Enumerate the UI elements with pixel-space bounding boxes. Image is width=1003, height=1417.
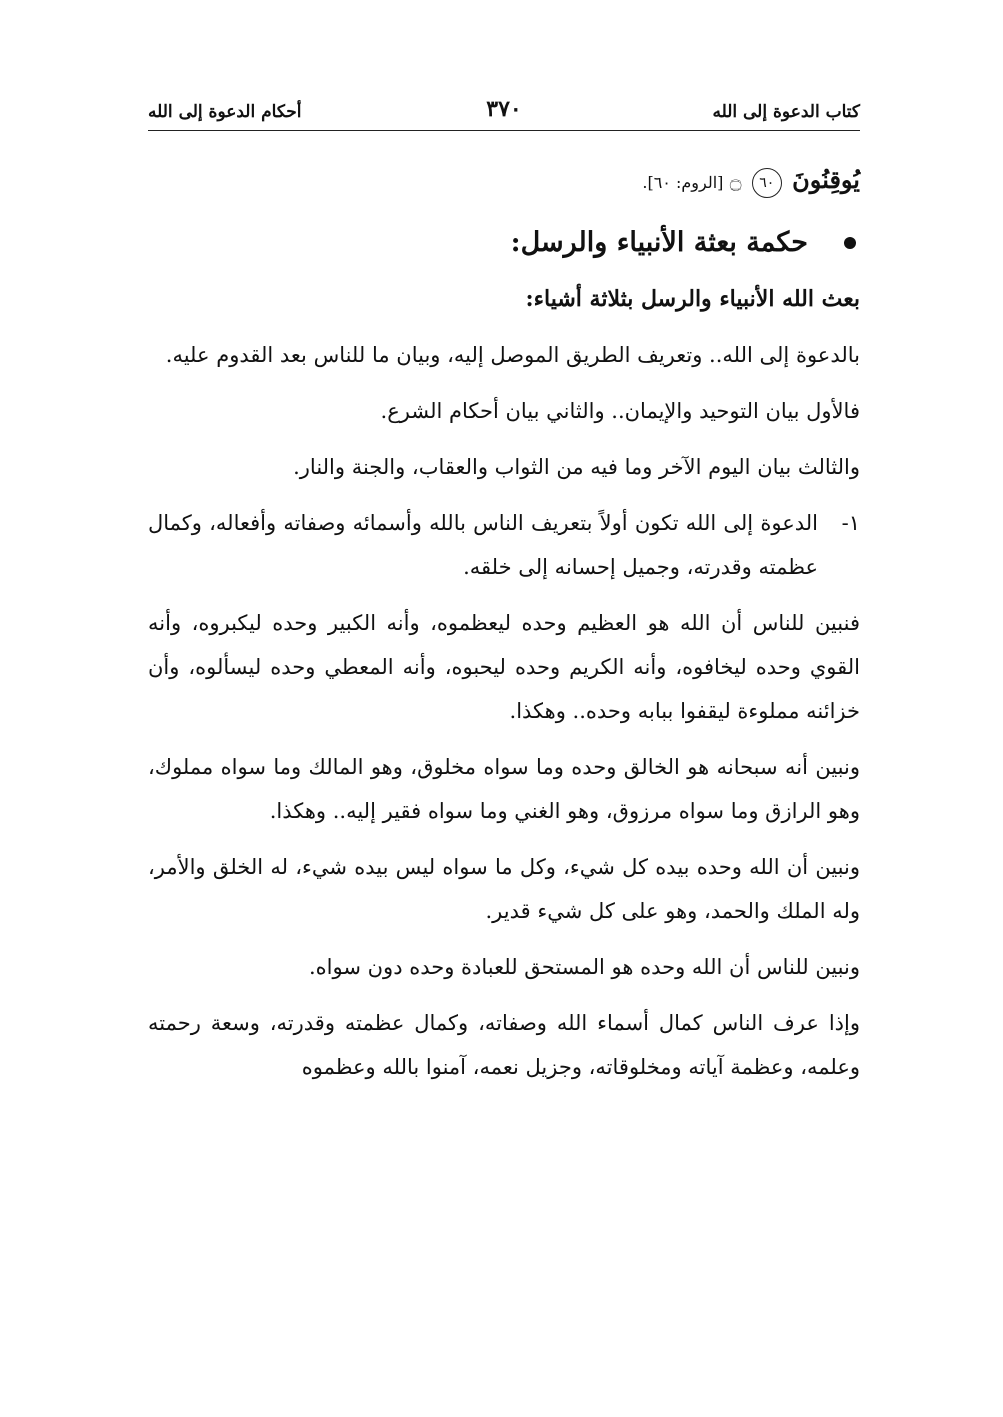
paragraph: ونبين للناس أن الله وحده هو المستحق للعبادة وحده دون سواه. bbox=[309, 955, 860, 979]
page-body bbox=[148, 158, 860, 1101]
book-page bbox=[148, 0, 860, 1417]
sub-heading: بعث الله الأنبياء والرسل بثلاثة أشياء: bbox=[525, 286, 860, 312]
paragraph: فنبين للناس أن الله هو العظيم وحده ليعظموه، وأنه الكبير وحده ليكبروه، وأنه القوي وحده ليخافوه، وأنه الكريم وحده ليحبوه، وأنه المعطي وحده ليسألوه، وأن خزائنه مملوءة ليقفوا ببابه وحده.. وهكذا. bbox=[148, 611, 860, 723]
verse-reference: [الروم: ٦٠]. bbox=[642, 173, 724, 192]
numbered-item bbox=[148, 501, 860, 589]
paragraph: بالدعوة إلى الله.. وتعريف الطريق الموصل إليه، وبيان ما للناس بعد القدوم عليه. bbox=[165, 343, 860, 367]
running-header bbox=[148, 96, 860, 130]
item-text: الدعوة إلى الله تكون أولاً بتعريف الناس بالله وأسمائه وصفاته وأفعاله، وكمال عظمته وقدرته، وجميل إحسانه إلى خلقه. bbox=[148, 511, 818, 579]
paragraph: ونبين أن الله وحده بيده كل شيء، وكل ما سواه ليس بيده شيء، له الخلق والأمر، وله الملك والحمد، وهو على كل شيء قدير. bbox=[148, 855, 860, 923]
header-divider bbox=[148, 130, 860, 131]
chapter-title: أحكام الدعوة إلى الله bbox=[148, 102, 302, 122]
item-number: ١- bbox=[841, 511, 860, 535]
section-heading bbox=[148, 221, 860, 265]
bullet-icon bbox=[844, 237, 856, 249]
quran-word: يُوقِنُونَ bbox=[792, 165, 860, 194]
paragraph: فالأول بيان التوحيد والإيمان.. والثاني بيان أحكام الشرع. bbox=[380, 399, 860, 423]
book-title: كتاب الدعوة إلى الله bbox=[712, 102, 860, 122]
paragraph: وإذا عرف الناس كمال أسماء الله وصفاته، وكمال عظمته وقدرته، وسعة رحمته وعلمه، وعظمة آياته ومخلوقاته، وجزيل نعمه، آمنوا بالله وعظموه bbox=[148, 1011, 860, 1079]
paragraph: والثالث بيان اليوم الآخر وما فيه من الثواب والعقاب، والجنة والنار. bbox=[293, 455, 860, 479]
page-number: ٣٧٠ bbox=[486, 96, 522, 122]
paragraph: ونبين أنه سبحانه هو الخالق وحده وما سواه مخلوق، وهو المالك وما سواه مملوك، وهو الرازق وما سواه مرزوق، وهو الغني وما سواه فقير إليه.. وهكذا. bbox=[148, 755, 860, 823]
ayah-number-marker: ٦٠ bbox=[752, 168, 782, 198]
verse-end-ornament: ۝ bbox=[729, 169, 742, 193]
quran-verse-fragment bbox=[148, 158, 860, 205]
section-heading-text: حكمة بعثة الأنبياء والرسل: bbox=[510, 227, 808, 258]
